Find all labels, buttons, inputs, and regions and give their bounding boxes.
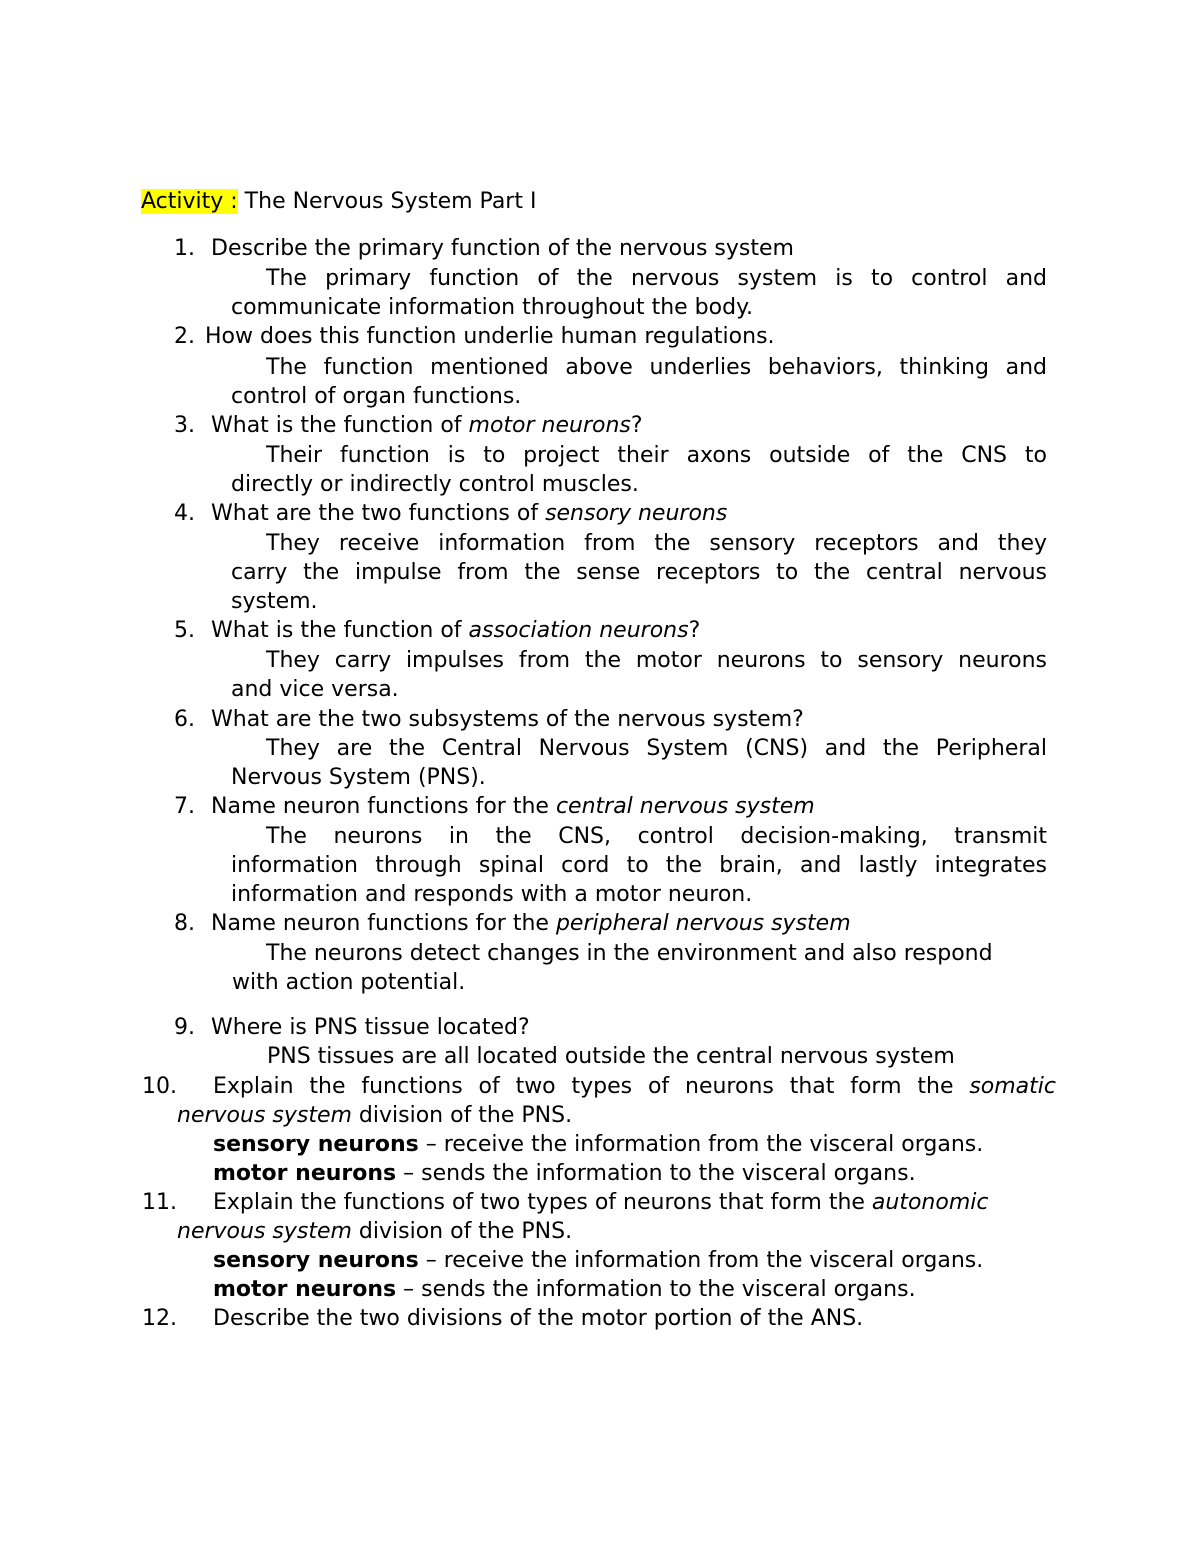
answer-8-line-2: with action potential. — [232, 970, 466, 995]
answer-1-line-2: communicate information throughout the body. — [231, 295, 753, 320]
item-number: 1. — [174, 236, 195, 261]
question-10-term: somatic — [969, 1074, 1056, 1099]
motor-text: – sends the information to the visceral organs. — [396, 1161, 916, 1186]
question-11-term: autonomic — [871, 1190, 989, 1215]
question-5-mark: ? — [688, 618, 701, 643]
question-3-text: What is the function of — [211, 413, 469, 438]
item-number: 12. — [142, 1306, 177, 1331]
question-10-term-2: nervous system — [177, 1103, 352, 1128]
answer-8-line-1: The neurons detect changes in the environment and also respond — [266, 941, 993, 966]
item-number: 8. — [174, 911, 195, 936]
question-3-term: motor neurons — [468, 413, 631, 438]
question-4 — [211, 499, 727, 529]
answer-4-line-3: system. — [231, 589, 318, 614]
answer-11-sensory — [213, 1246, 983, 1276]
question-1: Describe the primary function of the nervous system — [211, 236, 794, 261]
question-8-text: Name neuron functions for the — [211, 911, 556, 936]
title-text: The Nervous System Part I — [237, 189, 537, 214]
sensory-label: sensory neurons — [213, 1248, 419, 1273]
item-number: 3. — [174, 413, 195, 438]
answer-3-line-1: Their function is to project their axons outside of the CNS to — [266, 443, 1047, 468]
question-11-line-2 — [177, 1217, 572, 1247]
answer-9-line-1: PNS tissues are all located outside the central nervous system — [267, 1044, 955, 1069]
answer-2-line-1: The function mentioned above underlies behaviors, thinking and — [266, 355, 1047, 380]
answer-7-line-1: The neurons in the CNS, control decision-making, transmit — [266, 824, 1047, 849]
question-5 — [211, 616, 700, 646]
answer-7-line-3: information and responds with a motor neuron. — [231, 882, 753, 907]
item-number: 9. — [174, 1015, 195, 1040]
answer-5-line-1: They carry impulses from the motor neurons to sensory neurons — [266, 648, 1047, 673]
item-number: 4. — [174, 501, 195, 526]
question-7 — [211, 792, 815, 822]
answer-2-line-2: control of organ functions. — [231, 384, 522, 409]
answer-4-line-2: carry the impulse from the sense receptors to the central nervous — [231, 560, 1047, 585]
answer-10-motor — [213, 1159, 916, 1189]
question-9: Where is PNS tissue located? — [211, 1015, 530, 1040]
sensory-label: sensory neurons — [213, 1132, 419, 1157]
answer-4-line-1: They receive information from the sensory receptors and they — [266, 531, 1047, 556]
question-10-tail: division of the PNS. — [351, 1103, 573, 1128]
question-6: What are the two subsystems of the nervous system? — [211, 707, 804, 732]
question-5-term: association neurons — [468, 618, 689, 643]
answer-6-line-2: Nervous System (PNS). — [231, 765, 486, 790]
question-4-text: What are the two functions of — [211, 501, 546, 526]
question-11-term-2: nervous system — [177, 1219, 352, 1244]
motor-label: motor neurons — [213, 1277, 397, 1302]
question-11-tail: division of the PNS. — [351, 1219, 573, 1244]
item-number: 10. — [142, 1074, 177, 1099]
item-number: 5. — [174, 618, 195, 643]
title-highlight: Activity : — [141, 189, 238, 214]
item-number: 2. — [174, 324, 195, 349]
question-10-text: Explain the functions of two types of neurons that form the — [213, 1074, 970, 1099]
question-7-term: central nervous system — [555, 794, 815, 819]
question-11-text: Explain the functions of two types of neurons that form the — [213, 1190, 872, 1215]
answer-3-line-2: directly or indirectly control muscles. — [231, 472, 639, 497]
question-4-term: sensory neurons — [545, 501, 728, 526]
item-number: 6. — [174, 707, 195, 732]
document-title — [141, 187, 536, 217]
question-10-line-2 — [177, 1101, 572, 1131]
question-2: How does this function underlie human regulations. — [205, 324, 775, 349]
answer-11-motor — [213, 1275, 916, 1305]
question-5-text: What is the function of — [211, 618, 469, 643]
question-11-line-1 — [213, 1188, 988, 1218]
sensory-text: – receive the information from the visceral organs. — [418, 1132, 984, 1157]
motor-text: – sends the information to the visceral organs. — [396, 1277, 916, 1302]
answer-7-line-2: information through spinal cord to the brain, and lastly integrates — [231, 853, 1047, 878]
item-number: 7. — [174, 794, 195, 819]
question-8 — [211, 909, 851, 939]
question-3-mark: ? — [630, 413, 643, 438]
sensory-text: – receive the information from the visceral organs. — [418, 1248, 984, 1273]
question-10-line-1 — [213, 1072, 1056, 1102]
question-12: Describe the two divisions of the motor portion of the ANS. — [213, 1306, 864, 1331]
answer-6-line-1: They are the Central Nervous System (CNS) and the Peripheral — [266, 736, 1047, 761]
question-8-term: peripheral nervous system — [555, 911, 851, 936]
question-3 — [211, 411, 643, 441]
motor-label: motor neurons — [213, 1161, 397, 1186]
answer-10-sensory — [213, 1130, 983, 1160]
item-number: 11. — [142, 1190, 177, 1215]
answer-1-line-1: The primary function of the nervous system is to control and — [266, 266, 1047, 291]
question-7-text: Name neuron functions for the — [211, 794, 556, 819]
answer-5-line-2: and vice versa. — [231, 677, 399, 702]
